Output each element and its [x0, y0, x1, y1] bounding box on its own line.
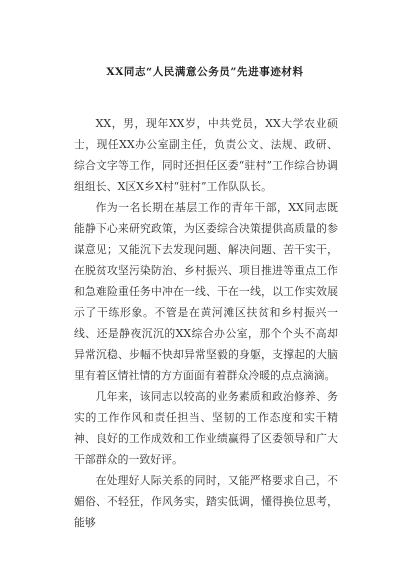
paragraph-work-style: 作为一名长期在基层工作的青年干部，XX同志既能静下心来研究政策，为区委综合决策提供高质量的参谋意见；又能沉下去发现问题、解决问题、苦干实干，在脱贫攻坚污染防治、乡村振兴、项目推进等重点工作和急难险重任务中冲在一线、干在一线，以工作实效展示了干练形象。不管是在黄河滩区扶贫和乡村振兴一线、还是静夜沉沉的XX综合办公室，那个个头不高却异常沉稳、步幅不快却异常坚毅的身躯，支撑起的大脑里有着区情社情的方方面面有着群众冷暖的点点滴滴。 [74, 201, 338, 382]
document-title: XX同志“人民满意公务员”先进事迹材料 [106, 66, 304, 78]
paragraph-achievements: 几年来，该同志以较高的业务素质和政治修养、务实的工作作风和责任担当、坚韧的工作态度和实干精神、良好的工作成效和工作业绩赢得了区委领导和广大干部群众的一致好评。 [74, 390, 338, 466]
document-body [74, 113, 338, 533]
paragraph-relationships: 在处理好人际关系的同时，又能严格要求自己，不媚俗、不轻狂，作风务实，踏实低调，懂得换位思考，能够 [74, 474, 338, 529]
paragraph-intro: XX，男，现年XX岁，中共党员，XX大学农业硕士，现任XX办公室副主任，负责公文、法规、政研、综合文字等工作，同时还担任区委“驻村”工作综合协调组组长、X区X乡X村“驻村”工作队队长。 [74, 117, 338, 193]
